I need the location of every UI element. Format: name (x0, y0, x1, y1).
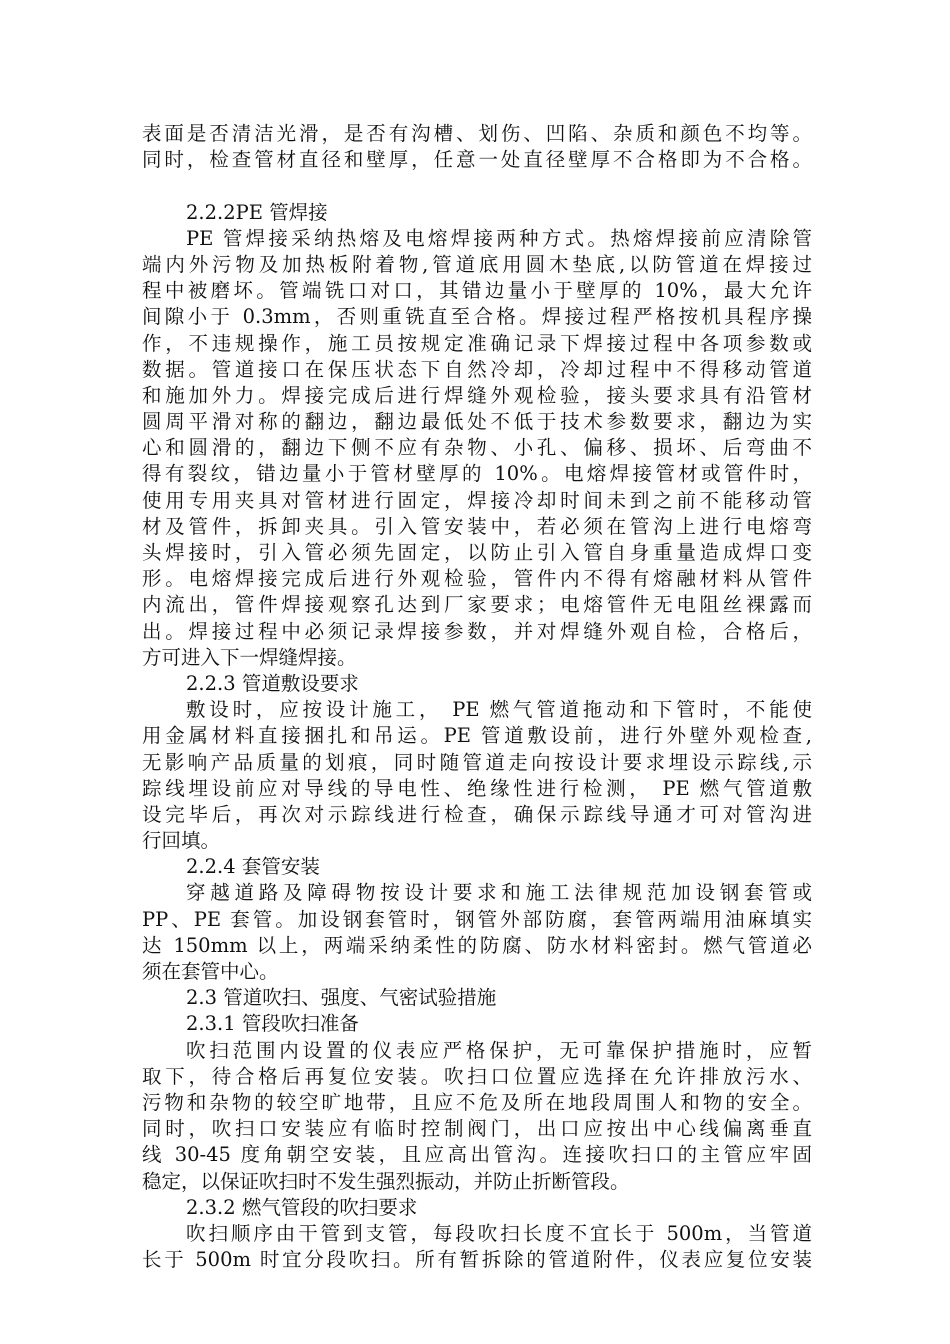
body-line: 和施加外力。焊接完成后进行焊缝外观检验，接头要求具有沿管材 (142, 383, 812, 407)
body-line: 同时，吹扫口安装应有临时控制阀门，出口应按出中心线偏离垂直 (142, 1117, 812, 1141)
body-line: PP、PE 套管。加设钢套管时，钢管外部防腐，套管两端用油麻填实 (142, 907, 812, 931)
body-line: 设完毕后，再次对示踪线进行检查，确保示踪线导通才可对管沟进 (142, 802, 812, 826)
body-line: 踪线埋设前应对导线的导电性、绝缘性进行检测， PE 燃气管道敷 (142, 776, 812, 800)
body-line: 出。焊接过程中必须记录焊接参数，并对焊缝外观自检，合格后， (142, 619, 812, 643)
body-line: 行回填。 (142, 829, 221, 853)
body-line: 端内外污物及加热板附着物,管道底用圆木垫底,以防管道在焊接过 (142, 252, 812, 276)
body-line: 吹扫顺序由干管到支管，每段吹扫长度不宜长于 500m，当管道 (186, 1221, 812, 1245)
body-line: 线 30-45 度角朝空安装，且应高出管沟。连接吹扫口的主管应牢固 (142, 1143, 812, 1167)
section-heading: 2.2.3 管道敷设要求 (186, 671, 359, 695)
body-line: 方可进入下一焊缝焊接。 (142, 645, 357, 669)
paragraph-spacer (142, 173, 812, 199)
document-body (142, 121, 812, 1273)
body-line: 材及管件，拆卸夹具。引入管安装中，若必须在管沟上进行电熔弯 (142, 514, 812, 538)
body-line: 程中被磨坏。管端铣口对口，其错边量小于壁厚的 10%，最大允许 (142, 279, 812, 303)
body-line: 头焊接时，引入管必须先固定，以防止引入管自身重量造成焊口变 (142, 541, 812, 564)
body-line: 达 150mm 以上，两端采纳柔性的防腐、防水材料密封。燃气管道必 (142, 933, 812, 957)
body-line: 用金属材料直接捆扎和吊运。PE 管道敷设前，进行外壁外观检查, (142, 724, 812, 748)
body-line: 得有裂纹，错边量小于管材壁厚的 10%。电熔焊接管材或管件时， (142, 462, 812, 486)
body-line: 作，不违规操作，施工员按规定准确记录下焊接过程中各项参数或 (142, 331, 812, 355)
body-line: 心和圆滑的，翻边下侧不应有杂物、小孔、偏移、损坏、后弯曲不 (142, 436, 812, 460)
body-line: 长于 500m 时宜分段吹扫。所有暂拆除的管道附件，仪表应复位安装 (142, 1248, 812, 1272)
section-heading: 2.3 管道吹扫、强度、气密试验措施 (186, 986, 497, 1010)
section-heading: 2.2.2PE 管焊接 (186, 200, 328, 224)
body-line: 形。电熔焊接完成后进行外观检验，管件内不得有熔融材料从管件 (142, 567, 812, 591)
body-line: 污物和杂物的较空旷地带，且应不危及所在地段周围人和物的安全。 (142, 1090, 812, 1114)
body-line: 同时，检查管材直径和壁厚，任意一处直径壁厚不合格即为不合格。 (142, 148, 812, 172)
body-line: 表面是否清洁光滑，是否有沟槽、划伤、凹陷、杂质和颜色不均等。 (142, 122, 812, 145)
body-line: 稳定，以保证吹扫时不发生强烈振动，并防止折断管段。 (142, 1169, 630, 1193)
body-line: 穿越道路及障碍物按设计要求和施工法律规范加设钢套管或 (186, 881, 812, 905)
body-line: 数据。管道接口在保压状态下自然冷却，冷却过程中不得移动管道 (142, 357, 812, 381)
section-heading: 2.3.1 管段吹扫准备 (186, 1012, 359, 1036)
body-line: 无影响产品质量的划痕，同时随管道走向按设计要求埋设示踪线,示 (142, 750, 812, 774)
body-line: 吹扫范围内设置的仪表应严格保护，无可靠保护措施时，应暂 (186, 1038, 812, 1062)
body-line: 敷设时，应按设计施工， PE 燃气管道拖动和下管时，不能使 (186, 698, 812, 722)
body-line: 圆周平滑对称的翻边，翻边最低处不低于技术参数要求，翻边为实 (142, 410, 812, 434)
body-line: 取下，待合格后再复位安装。吹扫口位置应选择在允许排放污水、 (142, 1064, 812, 1088)
body-line: 间隙小于 0.3mm，否则重铣直至合格。焊接过程严格按机具程序操 (142, 305, 812, 329)
section-heading: 2.2.4 套管安装 (186, 855, 320, 879)
body-line: 使用专用夹具对管材进行固定，焊接冷却时间未到之前不能移动管 (142, 488, 812, 512)
body-line: 内流出，管件焊接观察孔达到厂家要求；电熔管件无电阻丝裸露而 (142, 593, 812, 617)
body-line: 须在套管中心。 (142, 960, 279, 983)
body-line: PE 管焊接采纳热熔及电熔焊接两种方式。热熔焊接前应清除管 (186, 226, 812, 250)
section-heading: 2.3.2 燃气管段的吹扫要求 (186, 1195, 418, 1219)
